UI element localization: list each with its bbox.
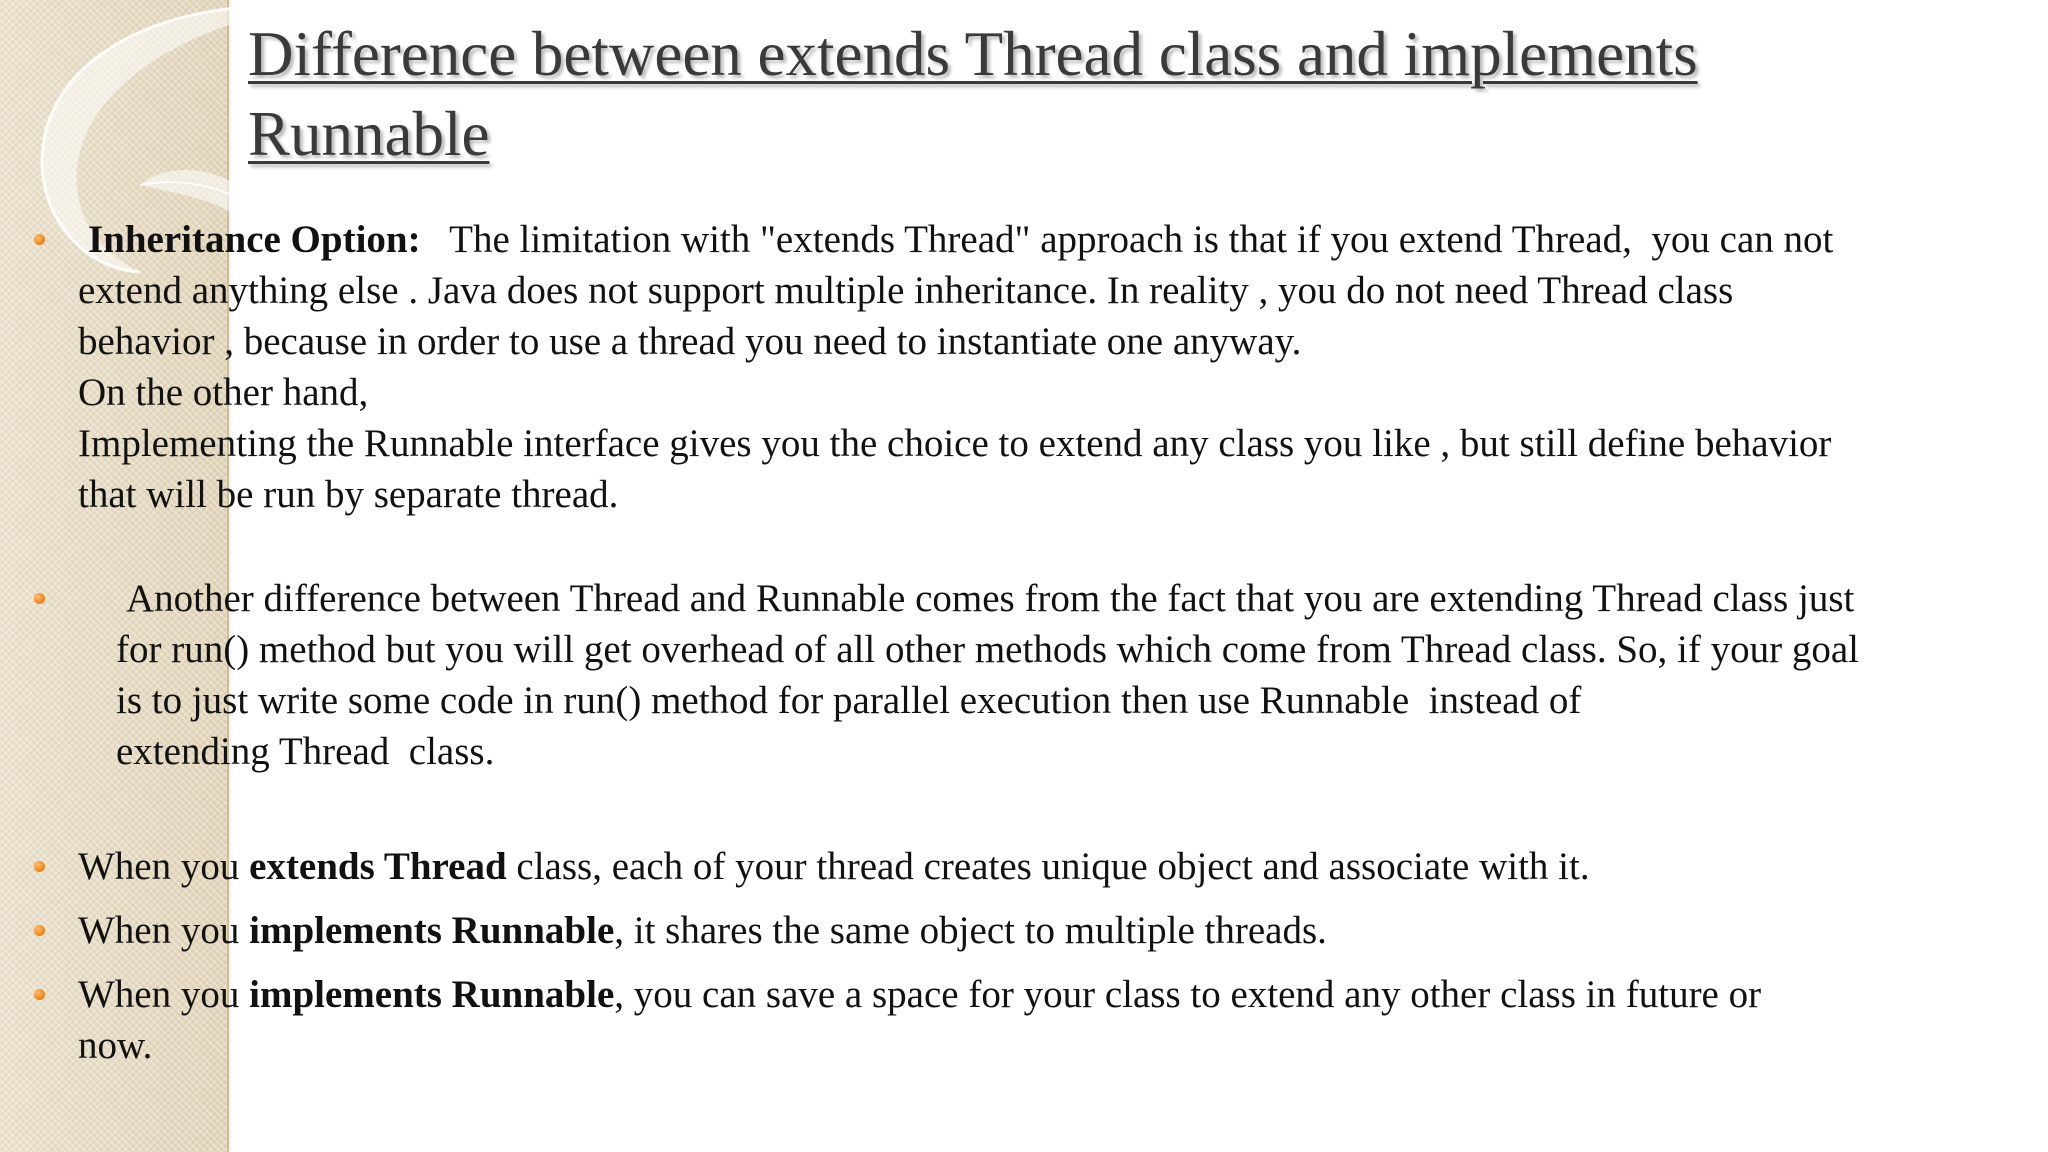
text-line <box>116 573 1859 624</box>
text-line: extend anything else . Java does not support multiple inheritance. In reality , you do not need Thread class <box>78 269 1734 312</box>
text-line: that will be run by separate thread. <box>78 473 619 516</box>
text-line: behavior , because in order to use a thread you need to instantiate one anyway. <box>78 320 1302 363</box>
bold-term: implements Runnable <box>249 973 615 1016</box>
text-segment: Another difference between Thread and Runnable comes from the fact that you are extending Thread class just <box>126 577 1855 620</box>
text-line <box>78 214 1833 265</box>
text-line <box>78 905 1327 956</box>
bullet-implements-runnable-space <box>78 969 1761 1071</box>
text-line: for run() method but you will get overhead of all other methods which come from Thread class. So, if your goal <box>116 628 1860 671</box>
bullet-another-difference <box>116 573 1859 777</box>
text-line: Implementing the Runnable interface gives you the choice to extend any class you like , but still define behavior <box>78 422 1832 465</box>
text-segment: class, each of your thread creates unique object and associate with it. <box>506 845 1590 888</box>
bullet-marker <box>34 234 45 245</box>
text-segment: , you can save a space for your class to extend any other class in future or <box>614 973 1762 1016</box>
bold-term: extends Thread <box>249 845 507 888</box>
text-segment: When you <box>78 845 250 888</box>
bullet-marker <box>34 593 45 604</box>
text-line: On the other hand, <box>78 371 369 414</box>
text-line: now. <box>78 1024 153 1067</box>
text-line: is to just write some code in run() method for parallel execution then use Runnable instead of <box>116 679 1582 722</box>
bullet-extends-thread <box>78 841 1590 892</box>
text-segment: When you <box>78 973 250 1016</box>
title-line-1: Difference between extends Thread class and implements <box>248 19 1698 89</box>
text-line <box>78 969 1761 1020</box>
text-line <box>78 841 1590 892</box>
text-segment: When you <box>78 909 250 952</box>
bullet-marker <box>34 861 45 872</box>
bullet-implements-runnable-shares <box>78 905 1327 956</box>
text-line: extending Thread class. <box>116 730 495 773</box>
title-line-2: Runnable <box>248 99 490 169</box>
text-segment: The limitation with "extends Thread" approach is that if you extend Thread, you can not <box>420 218 1834 261</box>
bold-term: implements Runnable <box>249 909 615 952</box>
bullet-label: Inheritance Option: <box>88 218 421 261</box>
bullet-inheritance-option <box>78 214 1833 520</box>
bullet-marker <box>34 925 45 936</box>
text-segment: , it shares the same object to multiple threads. <box>614 909 1327 952</box>
bullet-marker <box>34 989 45 1000</box>
